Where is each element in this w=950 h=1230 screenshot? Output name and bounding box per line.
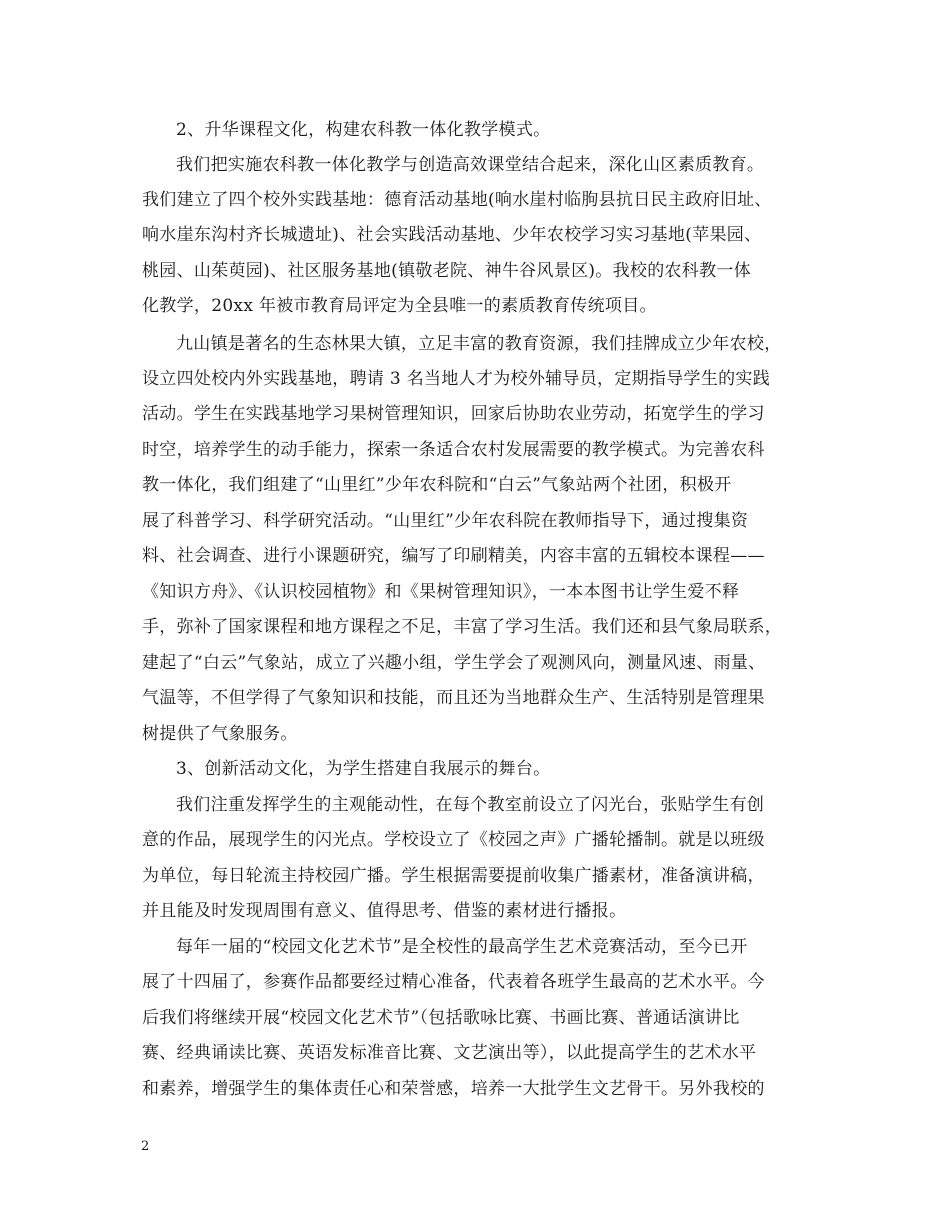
paragraph-line: 赛、经典诵读比赛、英语发标准音比赛、文艺演出等），以此提高学生的艺术水平: [142, 1043, 757, 1063]
paragraph-line: 建起了“白云”气象站，成立了兴趣小组，学生学会了观测风向，测量风速、雨量、: [142, 653, 766, 673]
paragraph-line: 活动。学生在实践基地学习果树管理知识，回家后协助农业劳动，拓宽学生的学习: [142, 404, 765, 424]
paragraph-line: 意的作品，展现学生的闪光点。学校设立了《校园之声》广播轮播制。就是以班级: [142, 830, 765, 850]
paragraph-line: 气温等，不但学得了气象知识和技能，而且还为当地群众生产、生活特别是管理果: [142, 688, 765, 708]
paragraph-line: 桃园、山茱萸园)、社区服务基地(镇敬老院、神牛谷风景区)。我校的农科教一体: [142, 261, 751, 281]
paragraph-line: 后我们将继续开展“校园文化艺术节”（包括歌咏比赛、书画比赛、普通话演讲比: [142, 1008, 740, 1028]
paragraph-line: 展了十四届了，参赛作品都要经过精心准备，代表着各班学生最高的艺术水平。今: [142, 972, 765, 992]
paragraph-line: 教一体化，我们组建了“山里红”少年农科院和“白云”气象站两个社团，积极开: [142, 475, 732, 495]
paragraph-line: 我们注重发挥学生的主观能动性，在每个教室前设立了闪光台，张贴学生有创: [176, 795, 765, 815]
paragraph-line: 树提供了气象服务。: [142, 724, 298, 744]
paragraph-line: 手，弥补了国家课程和地方课程之不足，丰富了学习生活。我们还和县气象局联系，: [142, 617, 783, 637]
paragraph-line: 化教学，20xx 年被市教育局评定为全县唯一的素质教育传统项目。: [142, 296, 657, 316]
paragraph-line: 响水崖东沟村齐长城遗址)、社会实践活动基地、少年农校学习实习基地(苹果园、: [142, 225, 762, 245]
paragraph-line: 时空，培养学生的动手能力，探索一条适合农村发展需要的教学模式。为完善农科: [142, 440, 765, 460]
paragraph-line: 为单位，每日轮流主持校园广播。学生根据需要提前收集广播素材，准备演讲稿，: [142, 866, 765, 886]
paragraph-line: 《知识方舟》、《认识校园植物》和《果树管理知识》，一本本图书让学生爱不释: [142, 582, 740, 602]
paragraph-line: 每年一届的“校园文化艺术节”是全校性的最高学生艺术竞赛活动，至今已开: [176, 937, 748, 957]
paragraph-line: 九山镇是著名的生态林果大镇，立足丰富的教育资源，我们挂牌成立少年农校，: [176, 334, 782, 354]
section-heading: 3、创新活动文化，为学生搭建自我展示的舞台。: [176, 759, 551, 779]
paragraph-line: 我们把实施农科教一体化教学与创造高效课堂结合起来，深化山区素质教育。: [176, 155, 765, 175]
paragraph-line: 我们建立了四个校外实践基地：德育活动基地(响水崖村临朐县抗日民主政府旧址、: [142, 190, 772, 210]
page-number: 2: [141, 1139, 150, 1154]
section-heading: 2、升华课程文化，构建农科教一体化教学模式。: [176, 120, 551, 140]
paragraph-line: 和素养，增强学生的集体责任心和荣誉感，培养一大批学生文艺骨干。另外我校的: [142, 1079, 765, 1099]
paragraph-line: 展了科普学习、科学研究活动。“山里红”少年农科院在教师指导下，通过搜集资: [142, 511, 749, 531]
paragraph-line: 设立四处校内外实践基地，聘请 3 名当地人才为校外辅导员，定期指导学生的实践: [142, 369, 771, 389]
paragraph-line: 并且能及时发现周围有意义、值得思考、借鉴的素材进行播报。: [142, 901, 627, 921]
paragraph-line: 料、社会调查、进行小课题研究，编写了印刷精美，内容丰富的五辑校本课程——: [142, 546, 765, 566]
